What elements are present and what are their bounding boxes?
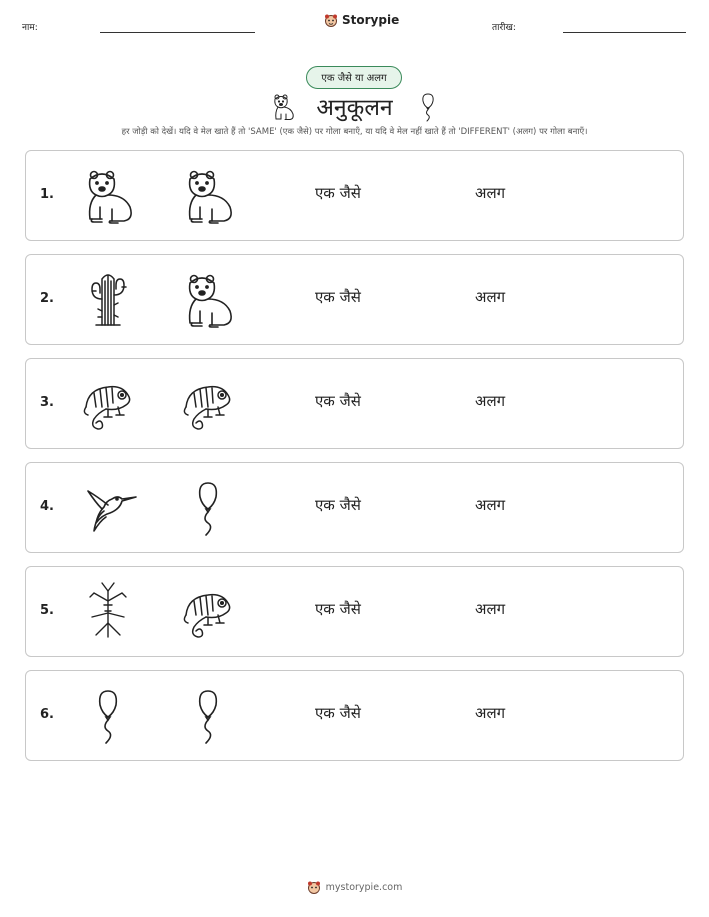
storypie-logo-icon [307, 880, 321, 894]
same-option[interactable]: एक जैसे [315, 288, 361, 306]
cactus-icon [78, 269, 138, 329]
hummingbird-icon [78, 477, 138, 537]
stick-insect-icon [78, 581, 138, 641]
pair-row-2 [25, 254, 684, 345]
different-option[interactable]: अलग [475, 704, 506, 722]
polar-bear-icon [178, 165, 238, 225]
same-option[interactable]: एक जैसे [315, 600, 361, 618]
different-option[interactable]: अलग [475, 600, 506, 618]
brand-name: Storypie [342, 13, 400, 27]
same-option[interactable]: एक जैसे [315, 496, 361, 514]
chameleon-icon [78, 373, 138, 433]
pair-row-6 [25, 670, 684, 761]
pair-row-1 [25, 150, 684, 241]
chameleon-icon [178, 581, 238, 641]
row-number: 1. [40, 187, 54, 202]
polar-bear-icon [178, 269, 238, 329]
storypie-logo-icon [324, 13, 338, 27]
same-option[interactable]: एक जैसे [315, 184, 361, 202]
instructions: हर जोड़ी को देखें। यदि वे मेल खाते हैं तो 'SAME' (एक जैसे) पर गोला बनाएँ, या यदि वे मेल नहीं खाते हैं तो 'DIFFERENT' (अलग) पर गोला बनाएँ। [121, 127, 588, 137]
name-label: नाम: [22, 23, 38, 33]
row-number: 5. [40, 603, 54, 618]
date-label: तारीख: [492, 23, 516, 33]
chameleon-icon [178, 373, 238, 433]
balloon-icon [78, 685, 138, 745]
same-option[interactable]: एक जैसे [315, 704, 361, 722]
brand-logo [324, 13, 399, 27]
footer [0, 880, 709, 894]
different-option[interactable]: अलग [475, 288, 506, 306]
pair-row-4 [25, 462, 684, 553]
different-option[interactable]: अलग [475, 496, 506, 514]
balloon-icon [178, 685, 238, 745]
pair-row-3 [25, 358, 684, 449]
row-number: 2. [40, 291, 54, 306]
worksheet-type-tag: एक जैसे या अलग [306, 66, 402, 89]
same-option[interactable]: एक जैसे [315, 392, 361, 410]
balloon-icon [418, 92, 438, 126]
different-option[interactable]: अलग [475, 184, 506, 202]
row-number: 6. [40, 707, 54, 722]
name-line[interactable] [100, 32, 255, 33]
polar-bear-icon [78, 165, 138, 225]
date-line[interactable] [563, 32, 686, 33]
row-number: 4. [40, 499, 54, 514]
balloon-icon [178, 477, 238, 537]
row-number: 3. [40, 395, 54, 410]
worksheet-title: अनुकूलन [316, 95, 393, 121]
footer-url[interactable]: mystorypie.com [325, 881, 403, 893]
different-option[interactable]: अलग [475, 392, 506, 410]
pair-row-5 [25, 566, 684, 657]
